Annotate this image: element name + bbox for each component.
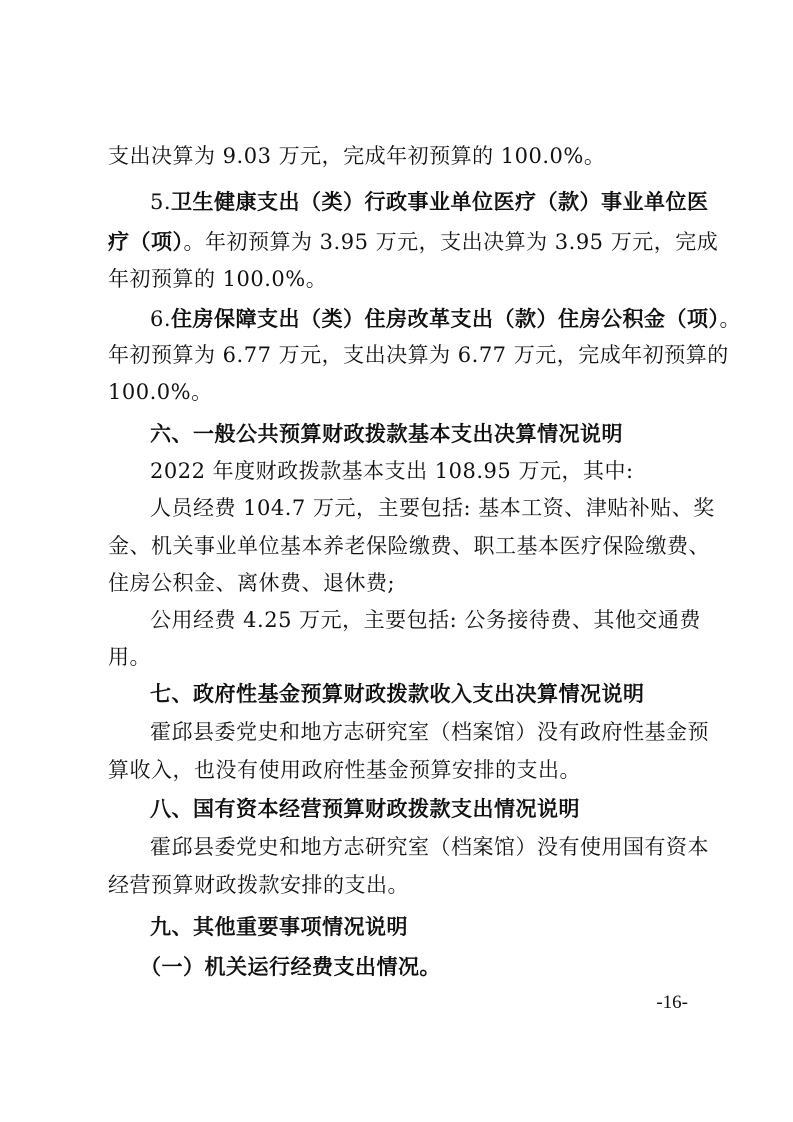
paragraph-line: [150, 833, 709, 861]
text: 年初预算的 100.0%。: [108, 267, 328, 291]
paragraph-line: [150, 457, 693, 485]
paragraph-line: [108, 341, 729, 369]
paragraph-line: [150, 718, 709, 746]
item-title: 住房保障支出（类）住房改革支出（款）住房公积金（项）: [171, 307, 720, 331]
paragraph-line: [108, 265, 693, 293]
text: 100.0%。: [108, 380, 213, 404]
paragraph-line: [108, 756, 693, 784]
text: 。年初预算为 3.95 万元，支出决算为 3.95 万元，完成: [183, 230, 719, 254]
paragraph-line: [108, 142, 693, 170]
section-heading: [150, 680, 693, 708]
heading-text: 七、政府性基金预算财政拨款收入支出决算情况说明: [150, 682, 645, 706]
paragraph-line: [108, 378, 693, 406]
paragraph-line: [150, 494, 715, 522]
text: 住房公积金、离休费、退休费;: [108, 571, 396, 595]
section-heading: [150, 795, 693, 823]
text: 金、机关事业单位基本养老保险缴费、职工基本医疗保险缴费、: [108, 534, 710, 558]
item-number: 5.: [150, 190, 172, 214]
text: 霍邱县委党史和地方志研究室（档案馆）没有政府性基金预: [150, 720, 709, 744]
section-heading: [150, 420, 693, 448]
text: 霍邱县委党史和地方志研究室（档案馆）没有使用国有资本: [150, 835, 709, 859]
paragraph-line: [108, 532, 710, 560]
heading-text: （一）机关运行经费支出情况。: [140, 955, 441, 979]
text: 算收入，也没有使用政府性基金预算安排的支出。: [108, 758, 581, 782]
text: 支出决算为 9.03 万元，完成年初预算的 100.0%。: [108, 144, 606, 168]
subsection-heading: [140, 953, 725, 981]
paragraph-line: [108, 569, 693, 597]
paragraph-line: [108, 871, 693, 899]
text: 年初预算为 6.77 万元，支出决算为 6.77 万元，完成年初预算的: [108, 343, 729, 367]
item-number: 6.: [150, 307, 172, 331]
text: 经营预算财政拨款安排的支出。: [108, 873, 409, 897]
item-title: 疗（项）: [108, 230, 184, 254]
text: 公用经费 4.25 万元，主要包括: 公务接待费、其他交通费: [150, 608, 701, 632]
text: 人员经费 104.7 万元，主要包括: 基本工资、津贴补贴、奖: [150, 496, 715, 520]
paragraph-line: [108, 228, 719, 256]
text: 2022 年度财政拨款基本支出 108.95 万元，其中:: [150, 459, 634, 483]
page-number: -16-: [656, 992, 688, 1013]
paragraph-line: [150, 606, 701, 634]
paragraph-line: [150, 305, 742, 333]
paragraph-line: [108, 643, 693, 671]
heading-text: 九、其他重要事项情况说明: [150, 915, 408, 939]
text: 用。: [108, 645, 151, 669]
heading-text: 八、国有资本经营预算财政拨款支出情况说明: [150, 797, 580, 821]
section-heading: [150, 913, 693, 941]
paragraph-line: [150, 188, 709, 216]
text: 。: [719, 307, 742, 331]
heading-text: 六、一般公共预算财政拨款基本支出决算情况说明: [150, 422, 623, 446]
item-title: 卫生健康支出（类）行政事业单位医疗（款）事业单位医: [171, 190, 709, 214]
